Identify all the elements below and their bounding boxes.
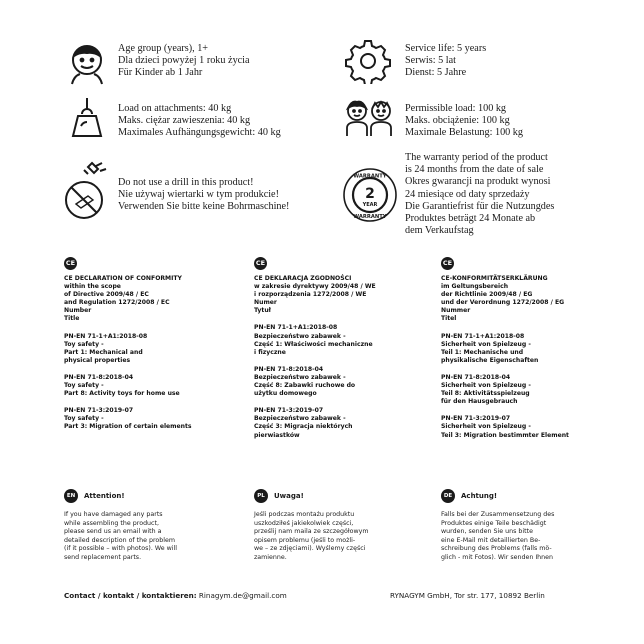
ce-block-standard-3 — [441, 415, 621, 439]
load-attach-info — [118, 103, 281, 140]
age-line-de: Für Kinder ab 1 Jahr — [118, 67, 203, 79]
language-badge-de: DE — [441, 489, 455, 503]
warning-line: send replacement parts. — [64, 553, 142, 561]
warning-header — [64, 489, 254, 503]
no-drill-icon — [62, 160, 114, 222]
warning-header — [441, 489, 631, 503]
ce-block-standard-8 — [64, 374, 244, 398]
ce-block-standard-1 — [441, 333, 621, 365]
ce-column-pl — [254, 257, 434, 449]
age-info — [118, 43, 250, 80]
warning-line: Jeśli podczas montażu produktu — [254, 511, 355, 518]
drill-line-en: Do not use a drill in this product! — [118, 177, 254, 188]
ce-block-declaration — [64, 275, 244, 324]
warranty-line-7: dem Verkaufstag — [405, 225, 474, 237]
company-address: RYNAGYM GmbH, Tor str. 177, 10892 Berlin — [390, 591, 545, 600]
ce-line: and Regulation 1272/2008 / EC — [64, 299, 170, 307]
ce-line: Teil 1: Mechanische und — [441, 348, 524, 356]
warning-line: please send us an email with a — [64, 528, 162, 536]
ce-line: Część 8: Zabawki ruchowe do — [254, 382, 356, 390]
ce-mark-icon: CE — [64, 257, 77, 270]
ce-column-de — [441, 257, 621, 449]
warranty-badge-unit: YEAR — [362, 202, 378, 208]
warning-line: (if it possible – with photos). We will — [64, 545, 177, 553]
ce-line: PN-EN 71-1+A1:2018-08 — [64, 332, 148, 340]
language-badge-en: EN — [64, 489, 78, 503]
ce-line: Część 1: Właściwości mechaniczne — [254, 340, 373, 348]
language-badge-pl: PL — [254, 489, 268, 503]
footer-address — [390, 591, 545, 600]
two-children-icon — [343, 98, 395, 138]
warning-line: Produktes einige Teile beschädigt — [441, 519, 547, 527]
warranty-line-3: Okres gwarancji na produkt wynosi — [405, 176, 551, 188]
warning-title: Uwaga! — [274, 492, 304, 500]
ce-line: Number — [64, 307, 92, 315]
ce-line: Część 3: Migracja niektórych — [254, 423, 353, 431]
footer-contact — [64, 591, 287, 600]
warning-line: eine E-Mail mit detaillierten Be- — [441, 536, 541, 544]
ce-line: PN-EN 71-8:2018-04 — [64, 373, 134, 381]
load-perm-info — [405, 103, 523, 140]
warning-body — [64, 511, 254, 563]
ce-block-standard-8 — [441, 374, 621, 406]
ce-block-standard-3 — [254, 407, 434, 439]
ce-block-standard-3 — [64, 407, 244, 431]
ce-block-standard-8 — [254, 366, 434, 398]
warning-body — [441, 511, 631, 563]
warning-line: uszkodziłeś jakiekolwiek części, — [254, 519, 354, 527]
warning-line: we – ze zdjęciami). Wyślemy części — [254, 545, 366, 553]
load-perm-line-en: Permissible load: 100 kg — [405, 103, 507, 114]
ce-line: physical properties — [64, 356, 131, 364]
ce-line: Nummer — [441, 307, 471, 315]
ce-mark-icon: CE — [254, 257, 267, 270]
warning-en — [64, 489, 254, 563]
ce-line: pierwiastków — [254, 431, 300, 439]
drill-line-pl: Nie używaj wiertarki w tym produkcie! — [118, 189, 279, 201]
ce-line: PN-EN 71-1+A1:2018-08 — [254, 324, 338, 332]
warranty-line-2: is 24 months from the date of sale — [405, 164, 544, 176]
ce-line: PN-EN 71-3:2019-07 — [254, 407, 324, 415]
age-line-pl: Dla dzieci powyżej 1 roku życia — [118, 55, 250, 67]
service-line-de: Dienst: 5 Jahre — [405, 67, 467, 79]
warranty-line-6: Produktes beträgt 24 Monate ab — [405, 213, 536, 225]
ce-line: Teil 8: Aktivitätsspielzeug — [441, 390, 530, 398]
warning-line: detailed description of the problem — [64, 536, 176, 544]
warranty-badge-icon — [342, 167, 398, 223]
ce-block-standard-1 — [64, 333, 244, 365]
ce-column-en — [64, 257, 244, 441]
ce-line: PN-EN 71-3:2019-07 — [64, 407, 134, 415]
warning-line: If you have damaged any parts — [64, 511, 163, 518]
ce-line: i rozporządzenia 1272/2008 / WE — [254, 291, 367, 299]
ce-line: Toy safety - — [64, 415, 104, 423]
hanging-weight-icon — [70, 98, 104, 140]
load-attach-line-en: Load on attachments: 40 kg — [118, 103, 232, 114]
ce-line: Bezpieczeństwo zabawek - — [254, 332, 346, 340]
service-line-en: Service life: 5 years — [405, 43, 487, 54]
ce-line: Title — [64, 315, 80, 323]
ce-line: Toy safety - — [64, 340, 104, 348]
warning-line: prześlij nam maila ze szczegółowym — [254, 528, 369, 536]
load-perm-line-pl: Maks. obciążenie: 100 kg — [405, 115, 510, 127]
ce-line: Sicherheit von Spielzeug - — [441, 340, 531, 348]
contact-label: Contact / kontakt / kontaktieren: — [64, 591, 197, 600]
ce-line: Toy safety - — [64, 382, 104, 390]
ce-line: im Geltungsbereich — [441, 283, 509, 291]
ce-block-declaration — [441, 275, 621, 324]
ce-line: PN-EN 71-8:2018-04 — [254, 365, 324, 373]
warranty-badge-top-text: WARRANTY — [353, 173, 387, 180]
ce-line: CE DEKLARACJA ZGODNOŚCI — [254, 275, 352, 282]
load-attach-line-de: Maximales Aufhängungsgewicht: 40 kg — [118, 127, 281, 139]
ce-line: Sicherheit von Spielzeug - — [441, 382, 531, 390]
drill-info — [118, 177, 289, 214]
warranty-line-1: The warranty period of the product — [405, 152, 548, 163]
load-attach-line-pl: Maks. ciężar zawieszenia: 40 kg — [118, 115, 251, 127]
ce-line: der Richtlinie 2009/48 / EG — [441, 291, 533, 299]
warning-de — [441, 489, 631, 563]
service-line-pl: Serwis: 5 lat — [405, 55, 456, 67]
ce-line: użytku domowego — [254, 390, 317, 398]
warning-line: schreibung des Problems (falls mö- — [441, 545, 552, 553]
warning-line: Falls bei der Zusammensetzung des — [441, 511, 555, 518]
warning-header — [254, 489, 444, 503]
ce-line: Part 3: Migration of certain elements — [64, 423, 192, 431]
ce-line: CE DECLARATION OF CONFORMITY — [64, 275, 182, 282]
ce-line: PN-EN 71-3:2019-07 — [441, 415, 511, 423]
ce-line: CE-KONFORMITÄTSERKLÄRUNG — [441, 275, 548, 282]
warning-line: while assembling the product, — [64, 519, 159, 527]
ce-line: physikalische Eigenschaften — [441, 356, 539, 364]
ce-block-declaration — [254, 275, 434, 315]
warning-line: wurden, senden Sie uns bitte — [441, 528, 533, 536]
ce-line: Part 1: Mechanical and — [64, 348, 143, 356]
warranty-badge-bottom-text: WARRANTY — [353, 214, 387, 220]
warning-line: glich - mit Fotos). Wir senden Ihnen — [441, 553, 554, 561]
contact-email-link[interactable]: Rinagym.de@gmail.com — [198, 591, 287, 600]
warning-title: Achtung! — [461, 492, 498, 500]
ce-mark-icon: CE — [441, 257, 454, 270]
ce-line: Part 8: Activity toys for home use — [64, 390, 180, 398]
warning-line: zamienne. — [254, 553, 287, 561]
ce-line: für den Hausgebrauch — [441, 398, 518, 406]
ce-line: of Directive 2009/48 / EC — [64, 291, 149, 299]
child-face-icon — [66, 40, 108, 86]
age-line-en: Age group (years), 1+ — [118, 43, 209, 54]
ce-line: Numer — [254, 299, 277, 307]
ce-line: w zakresie dyrektywy 2009/48 / WE — [254, 283, 376, 291]
warning-line: opisem problemu (jeśli to możli- — [254, 536, 356, 544]
ce-line: Titel — [441, 315, 457, 323]
ce-line: Sicherheit von Spielzeug - — [441, 423, 531, 431]
service-info — [405, 43, 486, 80]
ce-line: PN-EN 71-8:2018-04 — [441, 373, 511, 381]
ce-line: Bezpieczeństwo zabawek - — [254, 415, 346, 423]
warranty-info — [405, 152, 554, 237]
drill-line-de: Verwenden Sie bitte keine Bohrmaschine! — [118, 201, 290, 213]
warning-pl — [254, 489, 444, 563]
ce-block-standard-1 — [254, 324, 434, 356]
ce-line: Teil 3: Migration bestimmter Element — [441, 431, 569, 439]
load-perm-line-de: Maximale Belastung: 100 kg — [405, 127, 523, 139]
warning-body — [254, 511, 444, 563]
ce-line: und der Verordnung 1272/2008 / EG — [441, 299, 565, 307]
warranty-line-4: 24 miesiące od daty sprzedaży — [405, 188, 530, 200]
ce-line: within the scope — [64, 283, 121, 291]
ce-line: i fizyczne — [254, 348, 286, 356]
ce-line: Tytuł — [254, 307, 271, 315]
warranty-badge-number: 2 — [365, 186, 375, 202]
ce-line: PN-EN 71-1+A1:2018-08 — [441, 332, 525, 340]
ce-line: Bezpieczeństwo zabawek - — [254, 373, 346, 381]
warning-title: Attention! — [84, 492, 125, 500]
warranty-line-5: Die Garantiefrist für die Nutzungdes — [405, 200, 555, 212]
gear-icon — [345, 38, 391, 84]
